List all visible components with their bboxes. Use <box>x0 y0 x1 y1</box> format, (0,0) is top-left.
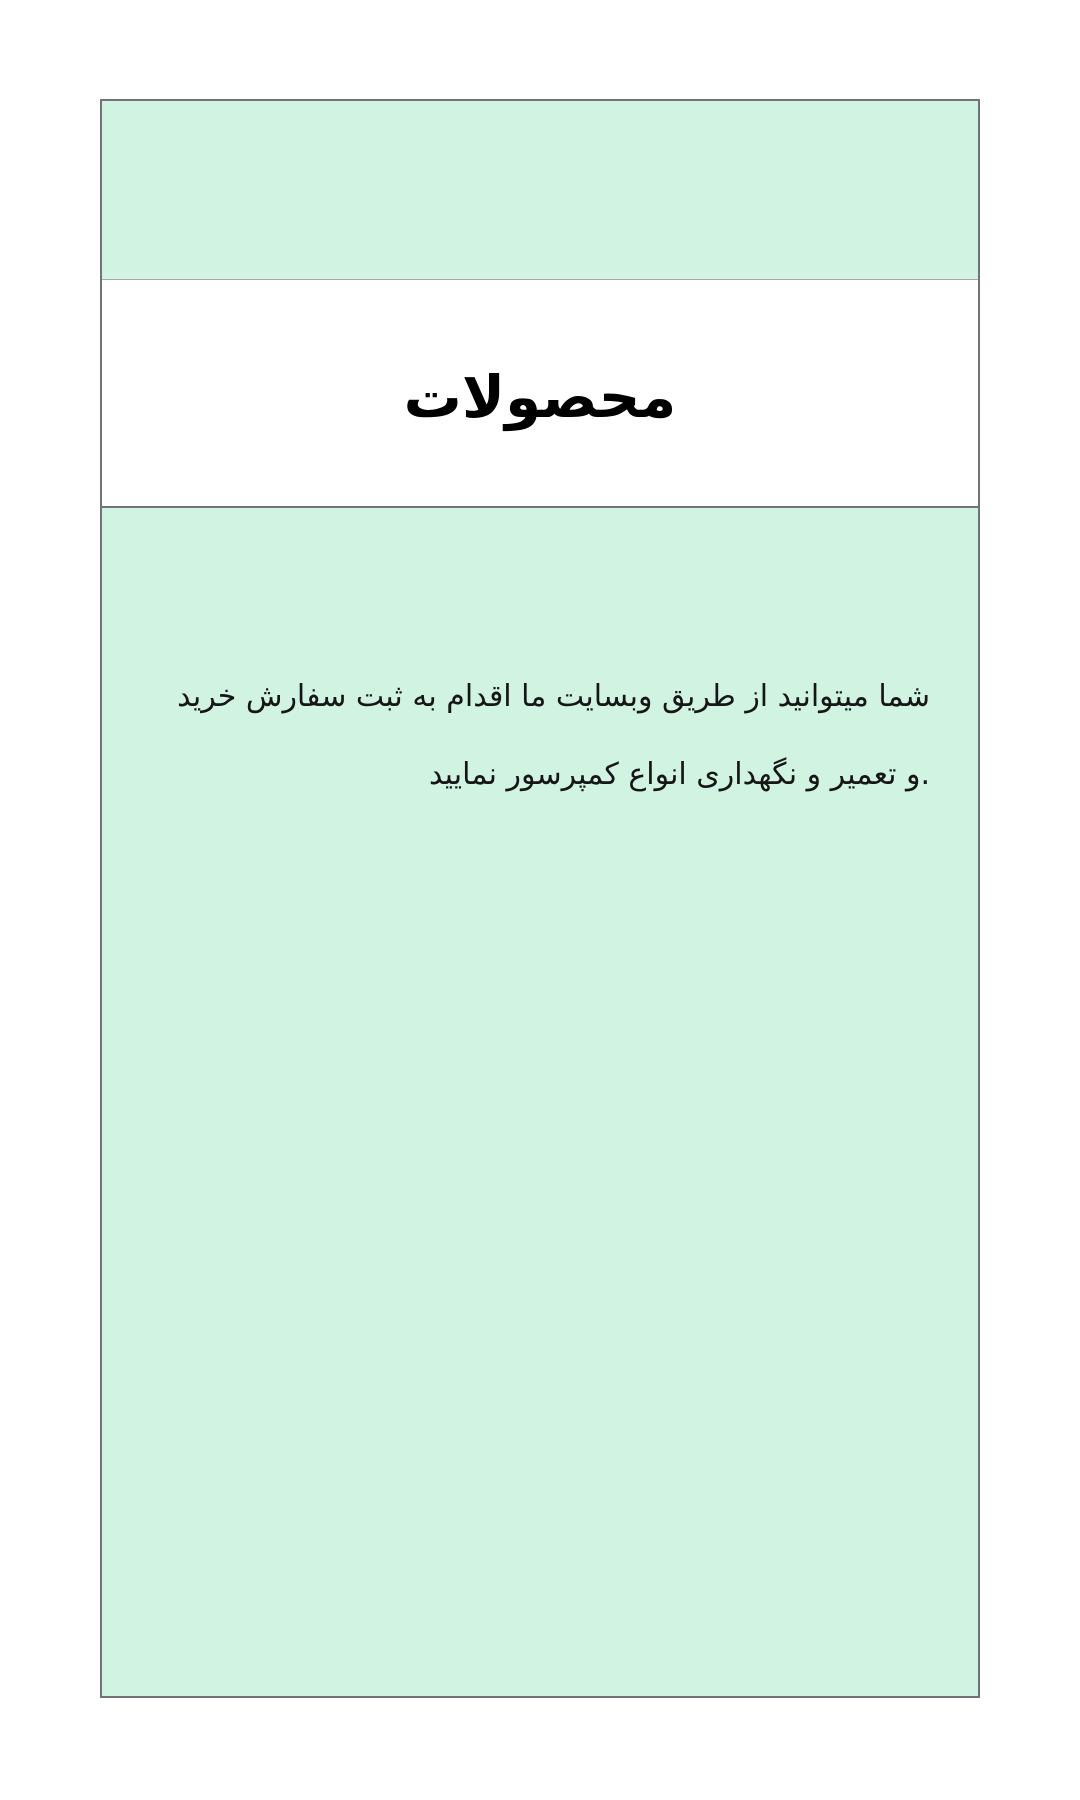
body-line-2: .و تعمیر و نگهداری انواع کمپرسور نمایید <box>428 757 930 792</box>
content-column <box>100 99 980 1698</box>
body-section <box>102 508 978 1696</box>
title-section <box>102 280 978 508</box>
page-title: محصولات <box>403 363 677 431</box>
body-paragraph <box>112 658 930 814</box>
green-header-block <box>102 101 978 280</box>
body-line-1: شما میتوانید از طریق وبسایت ما اقدام به ثبت سفارش خرید <box>177 679 930 714</box>
